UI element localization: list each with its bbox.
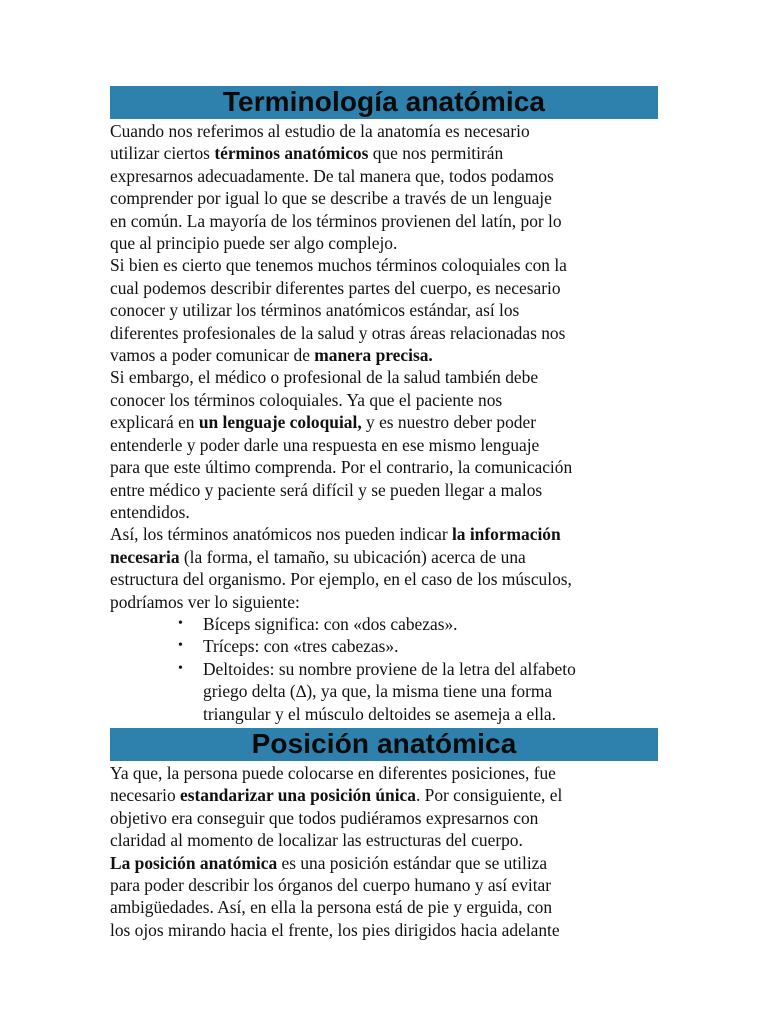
text-line: conocer los términos coloquiales. Ya que el paciente nos — [110, 389, 503, 410]
bold-term: estandarizar una posición única — [180, 785, 416, 806]
text-line: Bíceps significa: con «dos cabezas». — [203, 613, 458, 634]
bold-term: la información — [451, 524, 561, 545]
text-line: Cuando nos referimos al estudio de la anatomía es necesario — [110, 121, 530, 141]
text-line: Si bien es cierto que tenemos muchos términos coloquiales con la — [110, 255, 567, 276]
text-line: Ya que, la persona puede colocarse en diferentes posiciones, fue — [110, 762, 556, 783]
text-line: para que este último comprenda. Por el contrario, la comunicación — [110, 457, 573, 478]
text-run: y es nuestro deber poder — [361, 412, 537, 433]
text-run: explicará en — [110, 412, 199, 433]
muscle-examples-list — [110, 613, 658, 725]
paragraph-coloquiales — [110, 254, 658, 366]
text-run: (la forma, el tamaño, su ubicación) acerca de una — [179, 546, 526, 567]
text-line: comprender por igual lo que se describe a través de un lenguaje — [110, 188, 552, 209]
text-line — [110, 546, 658, 568]
text-line: estructura del organismo. Por ejemplo, en el caso de los músculos, — [110, 569, 572, 590]
text-line: Deltoides: su nombre proviene de la letra del alfabeto — [203, 658, 576, 679]
text-line: que al principio puede ser algo complejo. — [110, 233, 398, 254]
list-item — [110, 658, 658, 725]
paragraph-intro — [110, 120, 658, 254]
text-line: expresarnos adecuadamente. De tal manera que, todos podamos — [110, 165, 554, 186]
text-line: podríamos ver lo siguiente: — [110, 591, 300, 612]
text-run: es una posición estándar que se utiliza — [277, 852, 548, 873]
text-line: cual podemos describir diferentes partes del cuerpo, es necesario — [110, 277, 561, 298]
text-run: . Por consiguiente, el — [415, 785, 563, 806]
text-line: objetivo era conseguir que todos pudiéramos expresarnos con — [110, 807, 539, 828]
bold-term: necesaria — [110, 546, 180, 567]
text-line: Tríceps: con «tres cabezas». — [203, 636, 399, 657]
text-line: griego delta (∆), ya que, la misma tiene una forma — [203, 681, 553, 702]
paragraph-posicion-definicion — [110, 852, 658, 942]
text-line: triangular y el músculo deltoides se asemeja a ella. — [203, 703, 557, 724]
text-line: entenderle y poder darle una respuesta en ese mismo lenguaje — [110, 434, 540, 455]
text-line: ambigüedades. Así, en ella la persona está de pie y erguida, con — [110, 897, 553, 918]
bold-term: términos anatómicos — [214, 143, 369, 164]
text-line: en común. La mayoría de los términos provienen del latín, por lo — [110, 210, 562, 231]
text-line: claridad al momento de localizar las estructuras del cuerpo. — [110, 830, 523, 851]
paragraph-informacion — [110, 523, 658, 613]
list-item — [110, 613, 658, 635]
section-title-posicion: Posición anatómica — [110, 728, 658, 761]
text-line — [110, 784, 658, 806]
bold-term: un lenguaje coloquial, — [198, 412, 362, 433]
text-line — [110, 142, 658, 164]
text-line: conocer y utilizar los términos anatómicos estándar, así los — [110, 300, 520, 321]
text-line: los ojos mirando hacia el frente, los pies dirigidos hacia adelante — [110, 919, 560, 940]
text-line — [110, 344, 658, 366]
bold-term: La posición anatómica — [110, 852, 278, 873]
text-line — [110, 411, 658, 433]
text-run: necesario — [110, 785, 181, 806]
text-line: diferentes profesionales de la salud y otras áreas relacionadas nos — [110, 322, 566, 343]
text-line: Si embargo, el médico o profesional de la salud también debe — [110, 367, 539, 388]
bullet-icon: • — [178, 638, 183, 654]
text-line — [110, 523, 658, 545]
bullet-icon: • — [178, 660, 183, 676]
bullet-icon: • — [178, 615, 183, 631]
document-page — [110, 86, 658, 941]
paragraph-estandarizar — [110, 762, 658, 852]
paragraph-medico — [110, 366, 658, 523]
text-run: vamos a poder comunicar de — [110, 345, 315, 366]
text-run: Así, los términos anatómicos nos pueden indicar — [110, 524, 452, 545]
text-line: para poder describir los órganos del cuerpo humano y así evitar — [110, 875, 552, 895]
section-title-terminologia: Terminología anatómica — [110, 86, 658, 119]
text-line: entendidos. — [110, 501, 190, 522]
text-line — [110, 852, 658, 874]
text-line: entre médico y paciente será difícil y se pueden llegar a malos — [110, 479, 543, 500]
text-run: que nos permitirán — [368, 143, 504, 164]
list-item — [110, 635, 658, 657]
bold-term: manera precisa. — [314, 345, 433, 366]
text-run: utilizar ciertos — [110, 143, 215, 164]
